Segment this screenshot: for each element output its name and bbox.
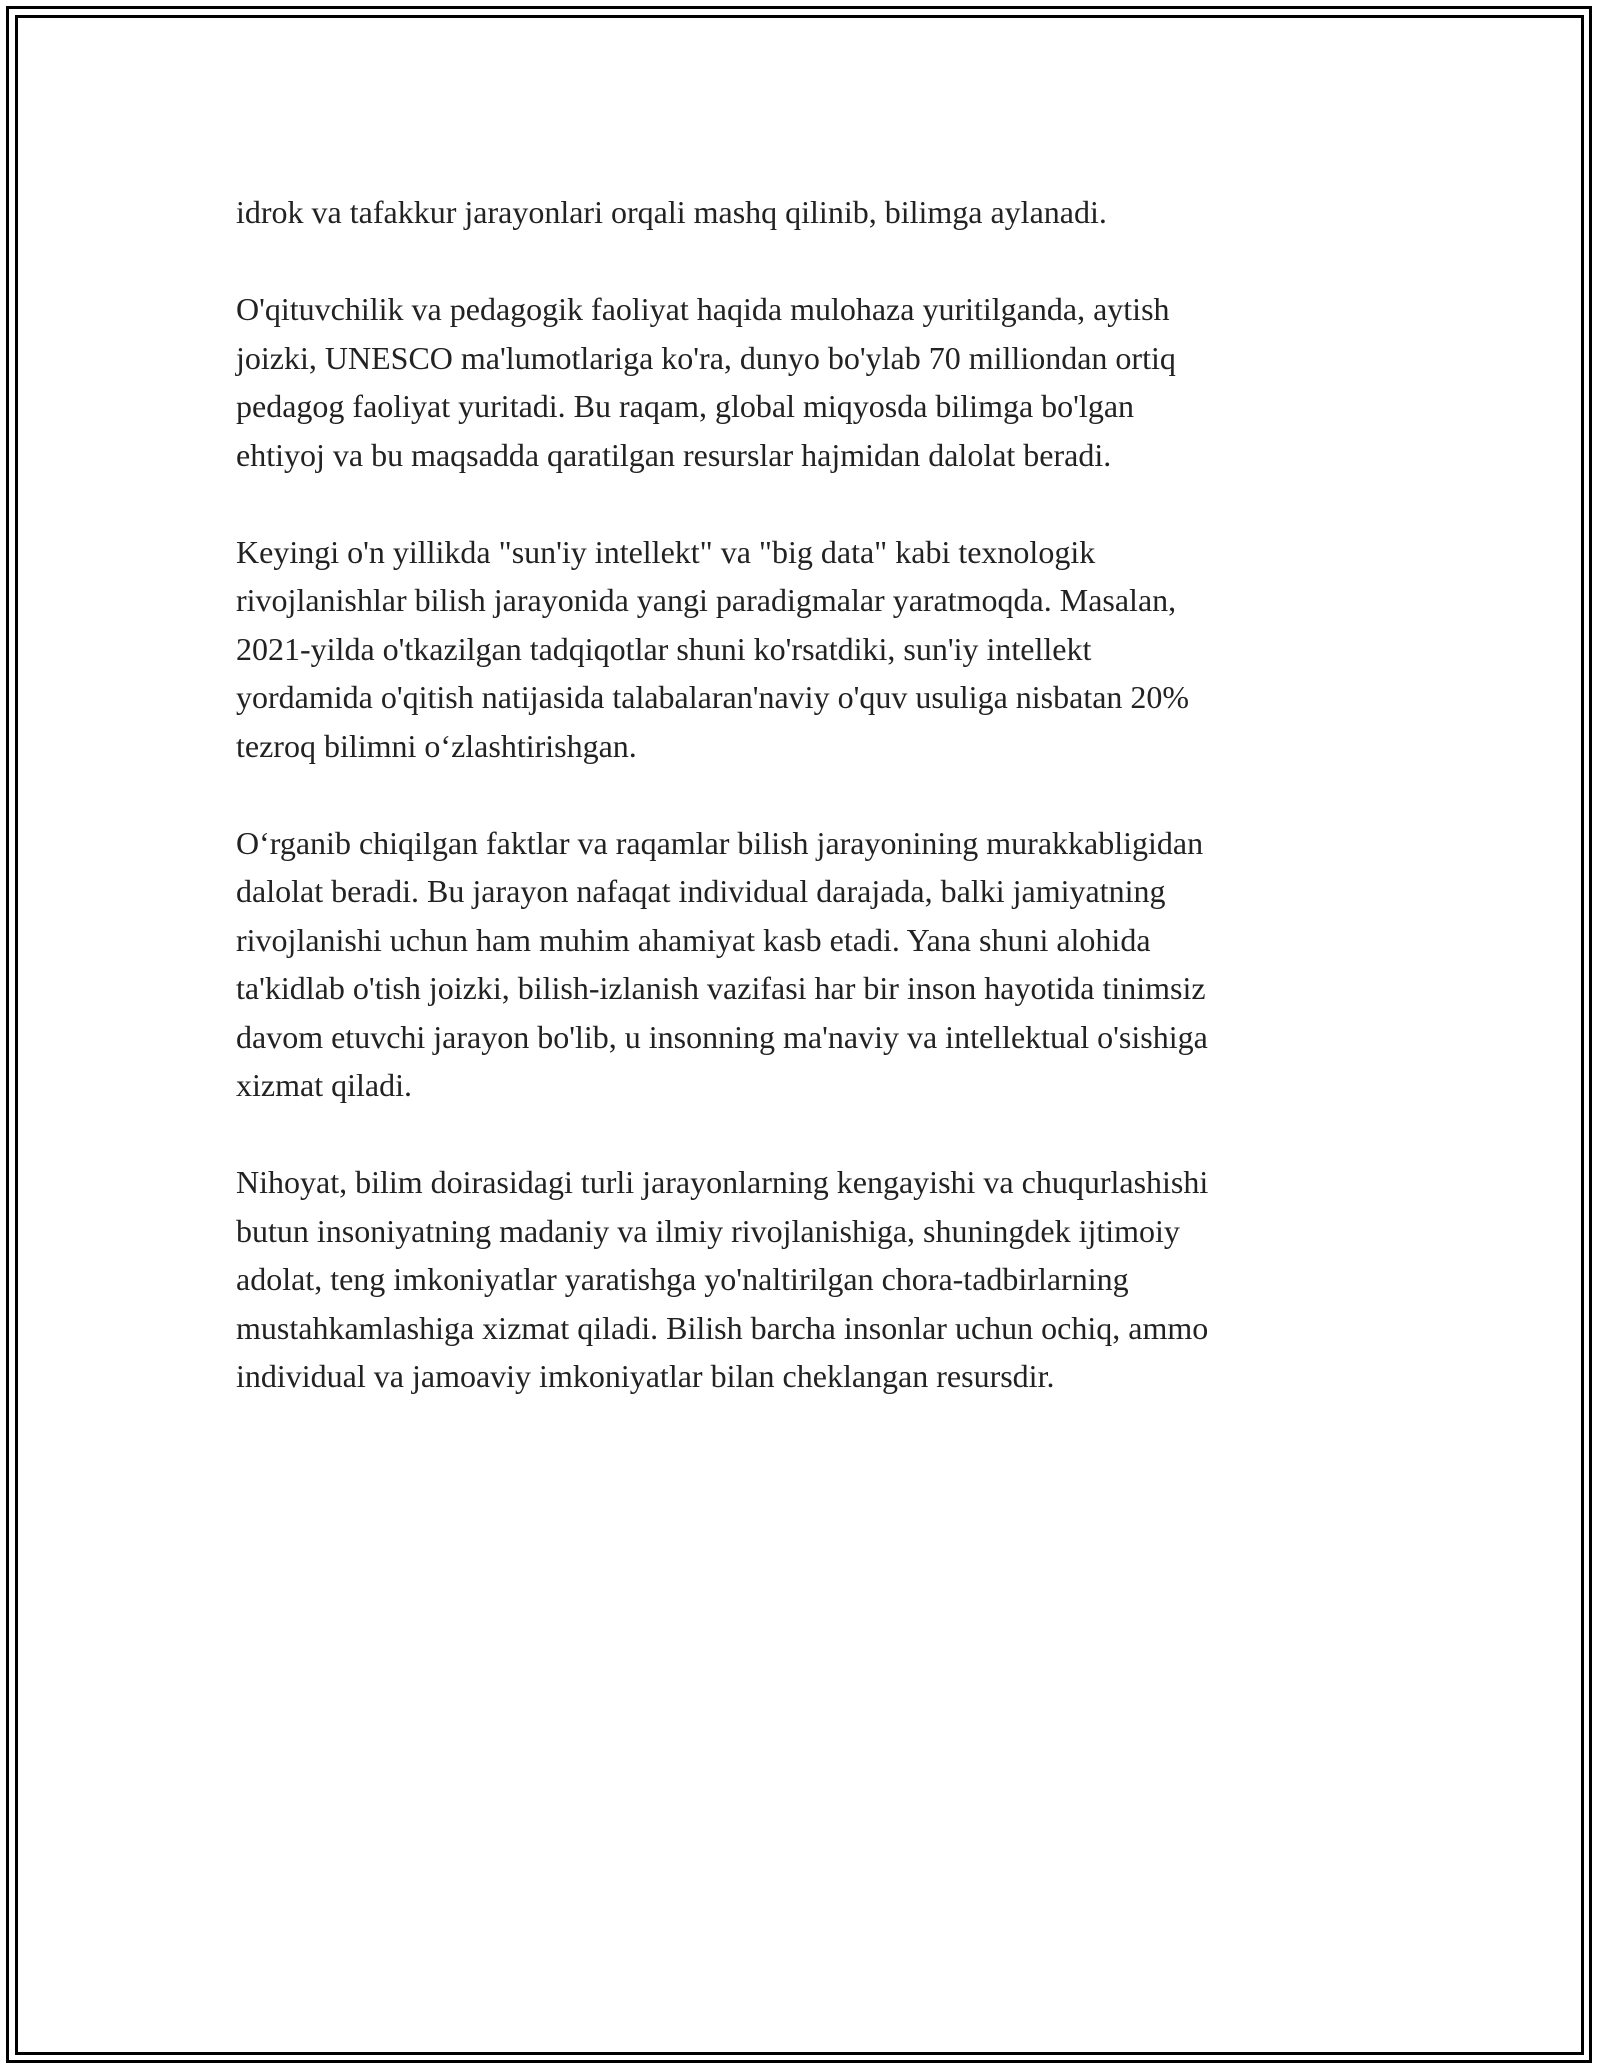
- text-line: rivojlanishlar bilish jarayonida yangi paradigmalar yaratmoqda. Masalan,: [236, 582, 1177, 618]
- text-line: dalolat beradi. Bu jarayon nafaqat individual darajada, balki jamiyatning: [236, 873, 1166, 909]
- paragraph-2: [236, 285, 1366, 479]
- document-body: [236, 188, 1366, 1449]
- text-line: xizmat qiladi.: [236, 1067, 412, 1103]
- text-line: O‘rganib chiqilgan faktlar va raqamlar bilish jarayonining murakkabligidan: [236, 824, 1204, 861]
- text-line: idrok va tafakkur jarayonlari orqali mashq qilinib, bilimga aylanadi.: [236, 194, 1107, 230]
- text-line: adolat, teng imkoniyatlar yaratishga yo'naltirilgan chora-tadbirlarning: [236, 1261, 1129, 1297]
- paragraph-1: [236, 188, 1366, 237]
- text-line: 2021-yilda o'tkazilgan tadqiqotlar shuni ko'rsatdiki, sun'iy intellekt: [236, 630, 1092, 667]
- text-line: joizki, UNESCO ma'lumotlariga ko'ra, dunyo bo'ylab 70 milliondan ortiq: [236, 339, 1176, 376]
- text-line: tezroq bilimni o‘zlashtirishgan.: [236, 727, 637, 764]
- text-line: davom etuvchi jarayon bo'lib, u insonning ma'naviy va intellektual o'sishiga: [236, 1018, 1208, 1055]
- text-line: ehtiyoj va bu maqsadda qaratilgan resurslar hajmidan dalolat beradi.: [236, 436, 1112, 473]
- text-line: rivojlanishi uchun ham muhim ahamiyat kasb etadi. Yana shuni alohida: [236, 921, 1151, 958]
- text-line: Keyingi o'n yillikda "sun'iy intellekt" va "big data" kabi texnologik: [236, 533, 1096, 570]
- text-line: pedagog faoliyat yuritadi. Bu raqam, global miqyosda bilimga bo'lgan: [236, 388, 1135, 424]
- text-line: butun insoniyatning madaniy va ilmiy rivojlanishiga, shuningdek ijtimoiy: [236, 1212, 1180, 1249]
- text-line: ta'kidlab o'tish joizki, bilish-izlanish vazifasi har bir inson hayotida tinimsiz: [236, 970, 1206, 1006]
- text-line: Nihoyat, bilim doirasidagi turli jarayonlarning kengayishi va chuqurlashishi: [236, 1164, 1209, 1200]
- text-line: O'qituvchilik va pedagogik faoliyat haqida mulohaza yuritilganda, aytish: [236, 291, 1170, 327]
- paragraph-4: [236, 819, 1366, 1110]
- text-line: individual va jamoaviy imkoniyatlar bilan cheklangan resursdir.: [236, 1358, 1055, 1394]
- text-line: mustahkamlashiga xizmat qiladi. Bilish barcha insonlar uchun ochiq, ammo: [236, 1309, 1209, 1346]
- paragraph-3: [236, 528, 1366, 771]
- paragraph-5: [236, 1158, 1366, 1401]
- text-line: yordamida o'qitish natijasida talabalaran'naviy o'quv usuliga nisbatan 20%: [236, 679, 1190, 715]
